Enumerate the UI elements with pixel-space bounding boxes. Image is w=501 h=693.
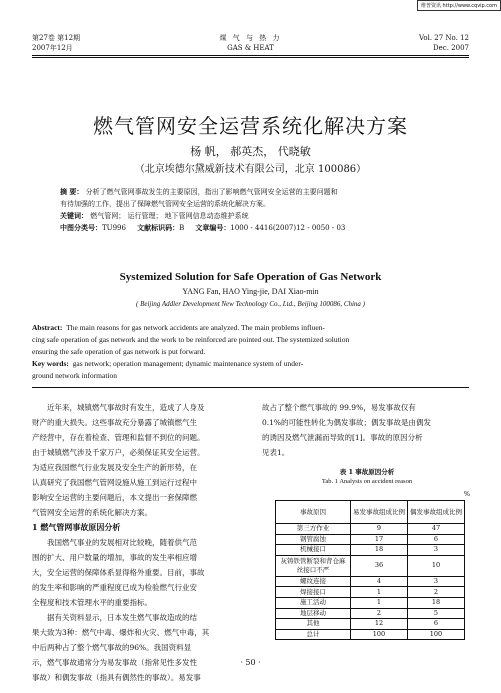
table-cell: 5	[408, 608, 465, 619]
english-title: Systemized Solution for Safe Operation of Gas Network	[119, 271, 382, 283]
table-cell: 总计	[276, 629, 351, 640]
table-cell: 机械接口	[276, 545, 351, 556]
para-line: 影响安全运营的主要问题后，本文提出一套保障燃	[32, 493, 197, 502]
table-header-row	[276, 501, 465, 524]
header-journal-cn: 煤 气 与 热 力	[219, 34, 282, 42]
para-line: 产经营中，存在着检查、管理和监督不到位的问题。	[32, 433, 205, 442]
abstract-label: 摘 要：	[60, 187, 84, 196]
table-row	[276, 597, 465, 608]
abstract-rule	[32, 387, 469, 388]
table-cell: 36	[351, 555, 408, 576]
header-rule-2	[32, 57, 469, 58]
keywords-label: 关键词：	[60, 211, 88, 220]
keywords-en-line-2: ground network information	[32, 371, 117, 380]
table-cell: 2	[351, 608, 408, 619]
para-line: 围的扩大、用户数量的增加，事故的发生率相应增	[32, 553, 197, 562]
para-line: 示，燃气事故通常分为易发事故（指常见性多发性	[32, 658, 197, 667]
table-cell: 施工活动	[276, 597, 351, 608]
article-number-value: 1000 - 4416(2007)12 - 0050 - 03	[230, 224, 346, 232]
keywords-cn: 燃气管网； 运行管理； 地下管网信息动态维护系统	[90, 212, 249, 220]
table-cell: 18	[408, 597, 465, 608]
header-rule	[32, 55, 469, 56]
keywords-en-label: Key words:	[32, 359, 69, 368]
header-date-en: Dec. 2007	[433, 44, 469, 52]
table-cell: 10	[408, 555, 465, 576]
para-line: 认真研究了我国燃气管网设施从施工到运行过程中	[32, 478, 197, 487]
table-row	[276, 534, 465, 545]
table-row	[276, 524, 465, 535]
table-cell: 18	[351, 545, 408, 556]
abstract-cn	[60, 186, 460, 234]
para-line: 气管网安全运营的系统化解决方案。	[32, 508, 152, 517]
table-row	[276, 619, 465, 630]
abstract-en-line-3: ensuring the safe operation of gas network is put forward.	[32, 347, 206, 356]
para-line: 的诱因及燃气泄漏而导致的[1]。事故的原因分析	[262, 433, 423, 442]
para-line: 0.1%的可能性转化为偶发事故；偶发事故是由偶发	[262, 418, 432, 427]
para-line: 近年来，城镇燃气事故时有发生，造成了人身及	[47, 403, 205, 412]
doc-code-label: 文献标识码：	[137, 223, 180, 232]
table-cell: 其他	[276, 619, 351, 630]
table-unit: %	[463, 490, 470, 498]
abstract-line-2: 有待加强的工作，提出了保障燃气管网安全运营的系统化解决方案。	[60, 200, 270, 208]
table-row	[276, 587, 465, 598]
table-header: 偶发事故组成比例	[408, 501, 465, 524]
table-row	[276, 608, 465, 619]
page-number: · 50 ·	[240, 658, 261, 667]
para-line: 全程度和技术管理水平的重要指标。	[32, 598, 152, 607]
article-title: 燃气管网安全运营系统化解决方案	[93, 114, 408, 138]
para-line: 为适应我国燃气行业发展及安全生产的新形势，在	[32, 463, 197, 472]
table-cell: 第三方作业	[276, 524, 351, 535]
watermark: 维普资讯 http://www.cqvip.com	[417, 0, 501, 11]
accident-table	[275, 500, 465, 640]
para-line: 事故）和偶发事故（指具有偶然性的事故）。易发事	[32, 673, 201, 682]
header-journal-en: GAS & HEAT	[227, 44, 274, 52]
table-cell: 灰铸铁管断裂和背仓麻丝接口不严	[276, 555, 351, 576]
abstract-en-line-1: The main reasons for gas network accidents are analyzed. The main problems influen-	[66, 323, 325, 332]
affiliation: （北京埃德尔黛威新技术有限公司，北京 100086）	[134, 164, 367, 175]
header-volume-cn: 第27卷 第12期	[32, 34, 81, 42]
table-cell: 4	[351, 576, 408, 587]
table-cell: 螺纹连接	[276, 576, 351, 587]
abstract-en	[32, 322, 472, 382]
para-line: 财产的重大损失。这些事故充分暴露了城镇燃气生	[32, 418, 197, 427]
clc-label: 中图分类号：	[60, 223, 102, 232]
table-cell: 12	[351, 619, 408, 630]
para-line: 大，安全运营的保障体系显得格外重要。目前，事故	[32, 568, 205, 577]
english-affiliation: ( Beijing Addler Development New Technology Co., Ltd., Beijing 100086, China )	[135, 300, 366, 308]
abstract-en-line-2: cing safe operation of gas network and the work to be reinforced are pointed out. The systemized solution	[32, 335, 350, 344]
header-date-cn: 2007年12月	[32, 44, 73, 52]
header-volume-en: Vol. 27 No. 12	[418, 34, 469, 42]
table-cell: 3	[408, 545, 465, 556]
table-row	[276, 545, 465, 556]
keywords-en-line-1: gas network; operation management; dynamic maintenance system of under-	[72, 359, 304, 368]
table-cell: 焊接接口	[276, 587, 351, 598]
table-header: 事故原因	[276, 501, 351, 524]
left-column	[32, 400, 246, 685]
table-row	[276, 629, 465, 640]
para-line: 我国燃气事业的发展相对比较晚，随着供气范	[47, 538, 197, 547]
table-cell: 2	[408, 587, 465, 598]
table-header: 易发事故组成比例	[351, 501, 408, 524]
table-cell: 3	[408, 576, 465, 587]
table-cell: 6	[408, 619, 465, 630]
table-cell: 钢管腐蚀	[276, 534, 351, 545]
table-cell: 47	[408, 524, 465, 535]
table-cell: 9	[351, 524, 408, 535]
table-cell: 1	[351, 587, 408, 598]
english-authors: YANG Fan, HAO Ying-jie, DAI Xiao-min	[182, 287, 319, 296]
para-line: 故占了整个燃气事故的 99.9%，易发事故仅有	[262, 403, 416, 412]
authors: 杨 帆， 郝英杰， 代晓敏	[190, 145, 311, 158]
table-cell: 6	[408, 534, 465, 545]
table-cell: 17	[351, 534, 408, 545]
table-cell: 100	[351, 629, 408, 640]
clc-value: TU996	[102, 224, 126, 232]
section-heading-1: 1 燃气管网事故原因分析	[32, 522, 121, 532]
abstract-en-label: Abstract:	[32, 323, 63, 332]
table-row	[276, 576, 465, 587]
table-caption-en: Tab. 1 Analysis on accident reason	[321, 478, 413, 485]
table-caption-cn: 表 1 事故原因分析	[339, 468, 395, 476]
table-cell: 地层移动	[276, 608, 351, 619]
table-cell: 1	[351, 597, 408, 608]
para-line: 中后两种占了整个燃气事故的96%。我国资料显	[32, 643, 192, 652]
para-line: 据有关资料显示，日本发生燃气事故造成的结	[47, 613, 197, 622]
para-line: 由于城镇燃气涉及千家万户，必须保证其安全运营。	[32, 448, 205, 457]
para-line: 的发生率和影响的严重程度已成为检验燃气行业安	[32, 583, 197, 592]
para-line: 果大致为3种：燃气中毒、爆炸和火灾、燃气中毒，其	[32, 628, 210, 637]
right-column	[262, 400, 472, 460]
para-line: 见表1。	[262, 448, 290, 457]
article-number-label: 文章编号：	[195, 223, 231, 232]
table-cell: 100	[408, 629, 465, 640]
table-row	[276, 555, 465, 576]
abstract-line-1: 分析了燃气管网事故发生的主要原因，指出了影响燃气管网安全运营的主要问题和	[85, 188, 338, 196]
doc-code-value: B	[179, 224, 185, 232]
